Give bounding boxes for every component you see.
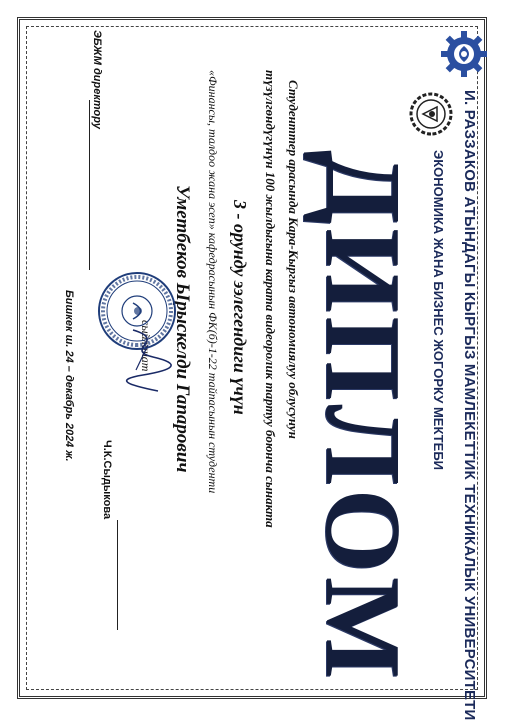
school-name: ЭКОНОМИКА ЖАНА БИЗНЕС ЖОГОРКУ МЕКТЕБИ bbox=[431, 150, 446, 471]
department-text: «Финансы, талдоо жана эсеп» кафедрасынын ФК(б)-1-22 тайпасынын студенти bbox=[206, 70, 220, 494]
award-reason-line-1: Студенттер арасында Кара-Кыргыз автономиялуу облусунун bbox=[286, 80, 301, 439]
award-reason-line-2: түзүлгөндүгүнүн 100 жылдыгына карата видеоролик тартуу боюнча сынакта bbox=[263, 70, 278, 528]
diploma-title: ДИПЛОМ bbox=[303, 150, 422, 683]
awarded-text: сыйланат bbox=[139, 320, 153, 372]
issue-date: Бишкек ш. 24 – декабрь 2024 ж. bbox=[63, 290, 75, 462]
university-name: И. РАЗЗАКОВ АТЫНДАГЫ КЫРГЫЗ МАМЛЕКЕТТИК ТЕХНИКАЛЫК УНИВЕРСИТЕТИ bbox=[461, 90, 478, 721]
place-text: 3 - орунду ээлегендиги үчүн bbox=[230, 200, 250, 415]
student-name: Уметбеков Ырыскелди Гапарович bbox=[172, 185, 193, 473]
director-label: ЭБЖМ директору bbox=[91, 30, 103, 129]
signer-name: Ч.К.Сыдыкова bbox=[101, 440, 113, 520]
school-logo-icon bbox=[409, 92, 453, 136]
signature-icon bbox=[118, 325, 178, 395]
university-emblem-icon bbox=[440, 30, 488, 78]
signature-line bbox=[89, 100, 90, 270]
signer-line bbox=[117, 520, 118, 630]
